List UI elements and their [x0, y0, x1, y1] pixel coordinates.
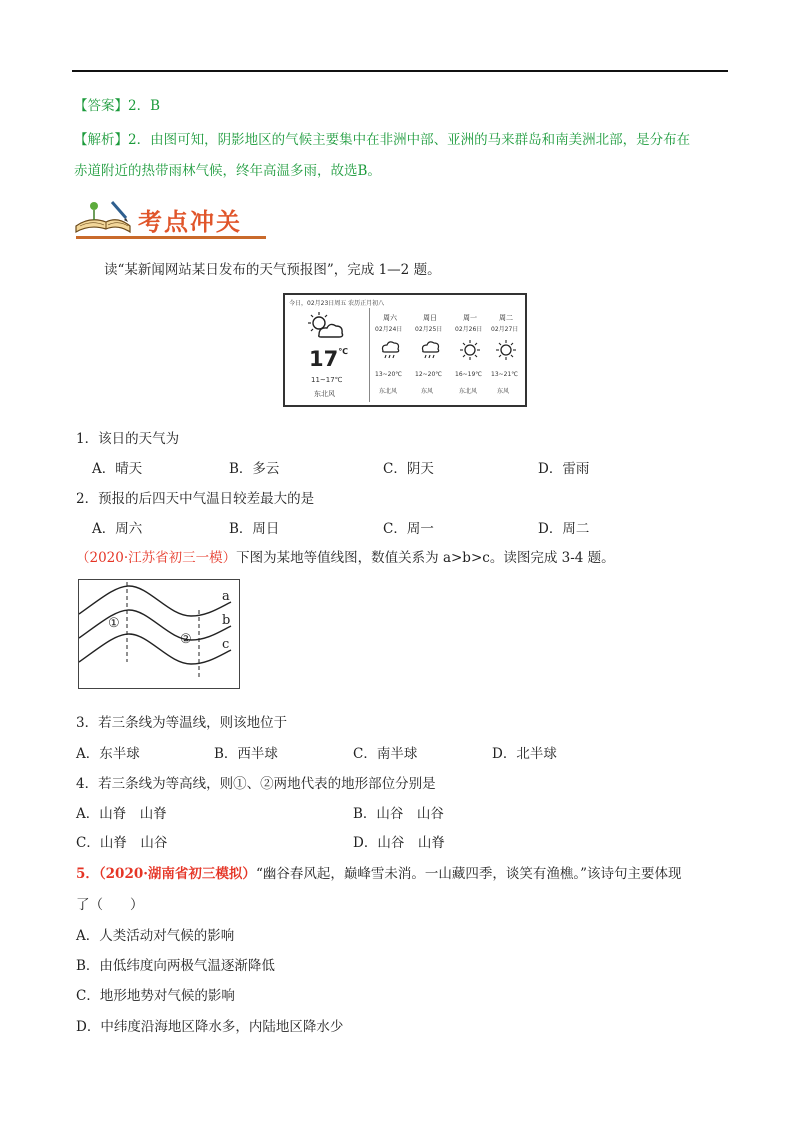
q1-stem: 1．该日的天气为 — [76, 431, 180, 447]
contour-label-a: a — [222, 589, 230, 604]
cloud-rain-icon — [419, 339, 441, 363]
q34-intro-text: 下图为某地等值线图，数值关系为 a>b>c。读图完成 3-4 题。 — [236, 550, 615, 566]
q5-text-1: “幽谷春风起，巅峰雪未消。一山藏四季，谈笑有渔樵。”该诗句主要体现 — [255, 866, 682, 882]
day-1-wind: 东北风 — [379, 388, 398, 395]
q3-option-a: A．东半球 — [76, 746, 140, 762]
q34-source: （2020·江苏省初三一模） — [76, 550, 237, 566]
sun-cloud-icon — [305, 311, 345, 341]
q2-option-b: B．周日 — [229, 521, 280, 537]
today-wind: 东北风 — [314, 390, 335, 398]
q4-option-c: C．山脊 山谷 — [76, 835, 168, 851]
forecast-day-4 — [487, 309, 527, 401]
q1-option-d: D．雷雨 — [538, 461, 590, 477]
contour-label-c: c — [222, 637, 230, 652]
analysis-text-1: 2．由图可知，阴影地区的气候主要集中在非洲中部、亚洲的马来群岛和南美洲北部，是分布在 — [128, 132, 691, 148]
today-temperature — [309, 347, 348, 371]
day-4-wind: 东风 — [497, 388, 510, 395]
q5-line-1 — [76, 865, 682, 883]
answer-line — [74, 97, 160, 115]
answer-label: 【答案】 — [74, 98, 128, 114]
q3-option-d: D．北半球 — [492, 746, 557, 762]
day-2-name: 周日 — [423, 314, 437, 322]
q3-option-c: C．南半球 — [353, 746, 418, 762]
weather-forecast-figure — [283, 293, 527, 407]
q4-option-a: A．山脊 山脊 — [76, 806, 167, 822]
q5-option-a: A．人类活动对气候的影响 — [76, 928, 235, 944]
q5-number: 5． — [76, 866, 99, 882]
q4-stem: 4．若三条线为等高线，则①、②两地代表的地形部位分别是 — [76, 776, 436, 792]
top-rule — [72, 70, 728, 72]
q3-stem: 3．若三条线为等温线，则该地位于 — [76, 715, 288, 731]
q2-stem: 2．预报的后四天中气温日较差最大的是 — [76, 491, 315, 507]
day-2-range: 12~20℃ — [415, 371, 443, 378]
day-4-date: 02月27日 — [491, 326, 519, 333]
analysis-label: 【解析】 — [74, 132, 128, 148]
forecast-day-2 — [411, 309, 451, 401]
point-2-marker: ② — [180, 632, 192, 647]
day-3-date: 02月26日 — [455, 326, 483, 333]
q2-option-a: A．周六 — [92, 521, 143, 537]
q4-option-d: D．山谷 山脊 — [353, 835, 445, 851]
q2-option-c: C．周一 — [383, 521, 434, 537]
cloud-rain-icon — [379, 339, 401, 363]
day-4-range: 13~21℃ — [491, 371, 519, 378]
day-3-name: 周一 — [463, 314, 477, 322]
today-range: 11~17℃ — [311, 376, 343, 384]
sun-icon — [495, 339, 517, 361]
day-3-wind: 东北风 — [459, 388, 478, 395]
q1-option-a: A．晴天 — [92, 461, 143, 477]
contour-lines — [79, 580, 238, 687]
day-3-range: 16~19℃ — [455, 371, 483, 378]
section-title: 考点冲关 — [138, 208, 242, 236]
day-1-date: 02月24日 — [375, 326, 403, 333]
day-2-wind: 东风 — [421, 388, 434, 395]
q5-line-2: 了（ ） — [76, 897, 144, 913]
point-1-marker: ① — [108, 616, 120, 631]
q1-option-b: B．多云 — [229, 461, 280, 477]
q5-option-b: B．由低纬度向两极气温逐渐降低 — [76, 958, 275, 974]
answer-text: 2．B — [128, 98, 161, 114]
q5-source: （2020·湖南省初三模拟） — [98, 866, 256, 882]
weather-header: 今日，02月23日周五 农历正月初八 — [289, 300, 385, 307]
q34-intro — [76, 549, 615, 567]
q4-option-b: B．山谷 山谷 — [353, 806, 444, 822]
q3-option-b: B．西半球 — [214, 746, 278, 762]
q5-option-d: D．中纬度沿海地区降水多，内陆地区降水少 — [76, 1019, 344, 1035]
forecast-day-1 — [371, 309, 411, 401]
day-1-name: 周六 — [383, 314, 397, 322]
day-1-range: 13~20℃ — [375, 371, 403, 378]
column-divider — [369, 308, 370, 402]
sun-icon — [459, 339, 481, 361]
forecast-day-3 — [451, 309, 491, 401]
analysis-line-1 — [74, 131, 690, 149]
day-4-name: 周二 — [499, 314, 513, 322]
q2-option-d: D．周二 — [538, 521, 590, 537]
section-banner — [72, 196, 268, 242]
contour-diagram — [78, 579, 240, 689]
intro-text: 读“某新闻网站某日发布的天气预报图”，完成 1—2 题。 — [104, 262, 441, 278]
q5-option-c: C．地形地势对气候的影响 — [76, 988, 235, 1004]
today-temp-value: 17 — [309, 347, 339, 371]
day-2-date: 02月25日 — [415, 326, 443, 333]
contour-label-b: b — [222, 613, 231, 628]
analysis-line-2: 赤道附近的热带雨林气候，终年高温多雨，故选B。 — [74, 163, 381, 179]
q1-option-c: C．阴天 — [383, 461, 434, 477]
today-temp-unit: ℃ — [338, 347, 348, 356]
